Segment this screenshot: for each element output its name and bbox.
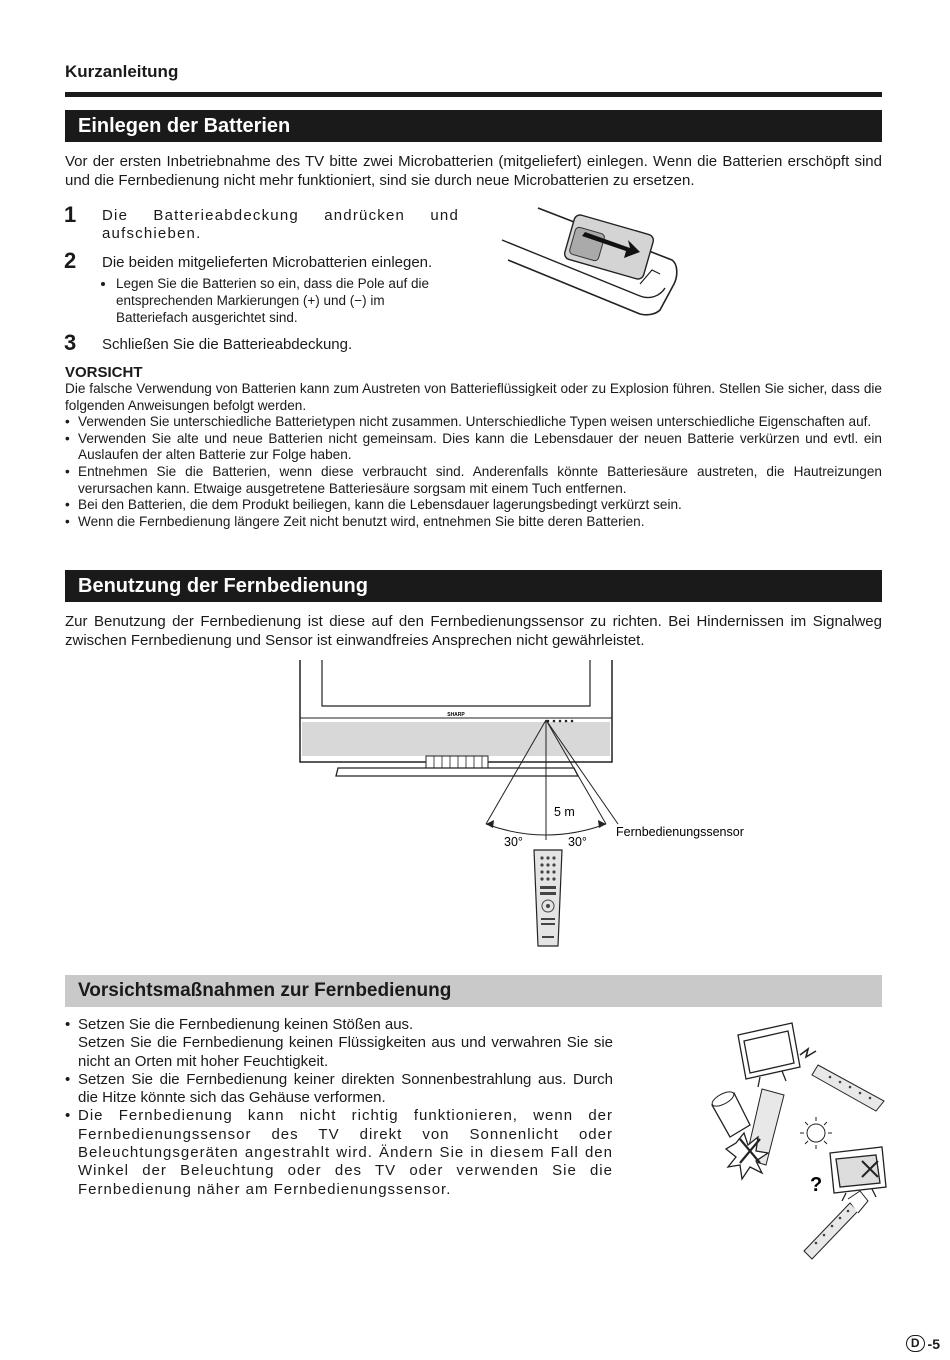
step-2-note — [102, 275, 459, 326]
distance-label: 5 m — [554, 805, 575, 819]
caution-item: • Verwenden Sie unterschiedliche Batterietypen nicht zusammen. Unterschiedliche Typen weisen unterschiedliche Eigenschaften auf. — [65, 414, 882, 431]
caution-body — [65, 381, 882, 530]
battery-cover-illustration — [490, 200, 690, 320]
angle-right-label: 30° — [568, 835, 587, 849]
header-rule — [65, 92, 882, 97]
step-2-text: Die beiden mitgelieferten Microbatterien einlegen. — [102, 254, 433, 271]
remote-control-icon — [534, 850, 562, 946]
precaution-item: • Setzen Sie die Fernbedienung keiner direkten Sonnenbestrahlung aus. Durch die Hitze könnte sich das Gehäuse verformen. — [65, 1071, 613, 1108]
usage-text: Zur Benutzung der Fernbedienung ist diese auf den Fernbedienungssensor zu richten. Bei Hindernissen im Signalweg zwischen Fernbedienung und Sensor ist einwandfreies Ansprechen nicht gewährleistet. — [65, 613, 882, 649]
heading-batteries: Einlegen der Batterien — [65, 110, 882, 142]
tv-brand: SHARP — [447, 712, 465, 718]
page-suffix: -5 — [927, 1335, 940, 1352]
sun-icon — [800, 1117, 832, 1149]
page-number — [906, 1335, 940, 1352]
heading-usage: Benutzung der Fernbedienung — [65, 570, 882, 602]
remote-range-diagram — [290, 660, 770, 950]
step-3-number: 3 — [64, 330, 77, 355]
remote-hand-icon — [804, 1191, 868, 1259]
section-label: Kurzanleitung — [65, 62, 179, 81]
question-mark: ? — [810, 1174, 823, 1196]
precaution-item: • Setzen Sie die Fernbedienung keinen Stößen aus. Setzen Sie die Fernbedienung keinen Flüssigkeiten aus und verwahren Sie sie nicht an Orten mit hoher Feuchtigkeit. — [65, 1016, 613, 1071]
heading-precautions: Vorsichtsmaßnahmen zur Fernbedienung — [65, 975, 882, 1007]
caution-item: • Bei den Batterien, die dem Produkt beiliegen, kann die Lebensdauer lagerungsbedingt verkürzt sein. — [65, 497, 882, 514]
angle-left-label: 30° — [504, 835, 523, 849]
step-3-text: Schließen Sie die Batterieabdeckung. — [102, 336, 353, 353]
remote-dropped-icon — [812, 1065, 884, 1111]
caution-intro: Die falsche Verwendung von Batterien kann zum Austreten von Batterieflüssigkeit oder zu Explosion führen. Stellen Sie sicher, dass die folgenden Anweisungen befolgt werden. — [65, 381, 882, 413]
spill-liquid-icon — [710, 1089, 784, 1179]
step-1-number: 1 — [64, 202, 77, 227]
sensor-label: Fernbedienungssensor — [616, 825, 744, 839]
step-2-number: 2 — [64, 248, 77, 273]
step-2-note-item: • Legen Sie die Batterien so ein, dass die Pole auf die entsprechenden Markierungen (+) und (−) im Batteriefach ausgerichtet sind. — [116, 275, 459, 326]
caution-title: VORSICHT — [65, 364, 143, 381]
caution-item: • Verwenden Sie alte und neue Batterien nicht gemeinsam. Dies kann die Lebensdauer der neuen Batterie verkürzen und evtl. ein Auslaufen der alten Batterie zur Folge haben. — [65, 431, 882, 464]
precautions-list — [65, 1016, 613, 1199]
tv-buttons — [547, 720, 574, 723]
precautions-illustration — [700, 1015, 890, 1265]
page-letter: D — [906, 1335, 925, 1352]
battery-intro: Vor der ersten Inbetriebnahme des TV bitte zwei Microbatterien (mitgeliefert) einlegen. Wenn die Batterien erschöpft sind und die Fernbedienung nicht mehr funktioniert, sind sie durch neue Microbatterien zu ersetzen. — [65, 153, 882, 189]
step-1-text: Die Batterieabdeckung andrücken und aufschieben. — [102, 207, 459, 242]
caution-item: • Entnehmen Sie die Batterien, wenn diese verbraucht sind. Anderenfalls könnte Batteriesäure austreten, die Hautreizungen verursachen kann. Etwaige ausgetretene Batteriesäure sorgsam mit einem Tuch entfernen. — [65, 464, 882, 497]
precaution-item: • Die Fernbedienung kann nicht richtig funktionieren, wenn der Fernbedienungssensor des TV direkt von Sonnenlicht oder Beleuchtungsgeräten angestrahlt wird. Ändern Sie in diesem Fall den Winkel der Beleuchtung oder des TV oder verwenden Sie die Fernbedienung näher am Fernbedienungssensor. — [65, 1107, 613, 1198]
tv-shock-icon — [738, 1023, 816, 1087]
caution-item: • Wenn die Fernbedienung längere Zeit nicht benutzt wird, entnehmen Sie bitte deren Batterien. — [65, 514, 882, 531]
